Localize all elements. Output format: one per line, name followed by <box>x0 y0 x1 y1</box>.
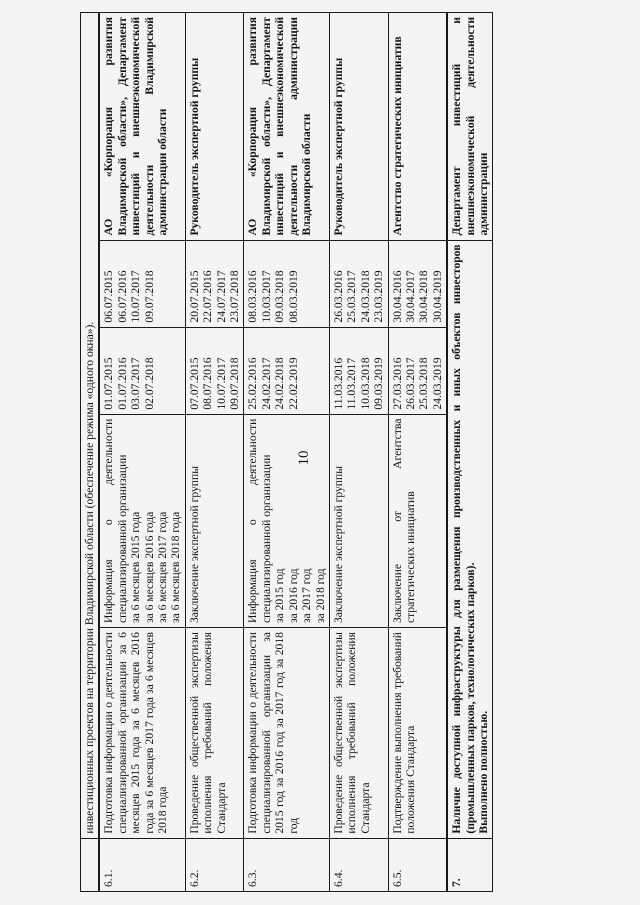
start-date: 07.07.2015 <box>187 357 201 410</box>
end-date: 23.03.2019 <box>372 270 386 323</box>
result-line: Заключение экспертной группы <box>187 465 201 624</box>
end-date: 23.07.2018 <box>228 270 242 323</box>
table-row <box>99 13 185 892</box>
end-date: 24.07.2017 <box>214 270 228 323</box>
end-date: 25.03.2017 <box>345 270 359 323</box>
responsible-cell: АО «Корпорация развития Владимирской области», Департамент инвестиций и внешнеэкономической деятельности Владимирской администрации области <box>99 13 185 241</box>
start-dates-cell <box>388 327 447 414</box>
start-date: 03.07.2017 <box>129 357 143 410</box>
table-row <box>185 13 244 892</box>
start-date: 11.03.2017 <box>345 357 359 410</box>
end-date: 09.07.2018 <box>142 270 156 323</box>
start-date: 09.03.2019 <box>372 357 386 410</box>
item7-status: Выполнено полностью. <box>476 710 490 834</box>
end-date: 30.04.2019 <box>430 270 444 323</box>
end-date: 20.07.2015 <box>187 270 201 323</box>
result-line: за 2016 год <box>286 568 300 624</box>
result-line: Информация о деятельности специализированной организации <box>246 418 273 624</box>
document-table-rotated <box>80 12 586 892</box>
end-date: 10.03.2017 <box>259 270 273 323</box>
result-line: Информация о деятельности специализированной организации <box>102 418 129 624</box>
start-date: 09.07.2018 <box>228 357 242 410</box>
activity-cell: Подготовка информации о деятельности специализированной организации за 6 месяцев 2015 года за 6 месяцев 2016 года за 6 месяцев 2017 года за 6 месяцев 2018 года <box>99 628 185 839</box>
table-row <box>244 13 329 892</box>
section-header: инвестиционных проектов на территории Владимирской области (обеспечение режима «одного окна»). <box>81 13 100 839</box>
responsible-cell: Руководитель экспертной группы <box>329 13 388 241</box>
start-date: 25.03.2018 <box>417 357 431 410</box>
end-date: 06.07.2016 <box>115 270 129 323</box>
result-cell <box>329 414 388 627</box>
row-number: 6.3. <box>244 838 329 891</box>
row-number: 7. <box>447 838 493 891</box>
start-date: 01.07.2016 <box>115 357 129 410</box>
row-number: 6.4. <box>329 838 388 891</box>
end-date: 24.03.2018 <box>358 270 372 323</box>
table-row-item-7 <box>447 13 493 892</box>
item7-responsible-cell: Департамент инвестиций и внешнеэкономической деятельности администрации <box>447 13 493 241</box>
item7-text: Наличие доступной инфраструктуры для размещения производственных и иных объектов инвесторов (промышленных парков, технологических парков). <box>450 244 477 834</box>
responsible-cell: АО «Корпорация развития Владимирской области», Департамент инвестиций и внешнеэкономической деятельности администрации Владимирской области <box>244 13 329 241</box>
result-cell <box>185 414 244 627</box>
end-date: 30.04.2017 <box>403 270 417 323</box>
section-header-row <box>81 13 100 892</box>
page-number: 10 <box>296 450 312 466</box>
end-date: 30.04.2018 <box>417 270 431 323</box>
result-line: за 6 месяцев 2015 года <box>129 511 143 624</box>
result-line: за 6 месяцев 2017 года <box>156 511 170 624</box>
result-line: Заключение экспертной группы <box>331 465 345 624</box>
start-dates-cell <box>99 327 185 414</box>
end-dates-cell <box>388 240 447 327</box>
end-date: 22.07.2016 <box>201 270 215 323</box>
row-number: 6.1. <box>99 838 185 891</box>
end-date: 06.07.2015 <box>102 270 116 323</box>
start-date: 01.07.2015 <box>102 357 116 410</box>
end-date: 10.07.2017 <box>129 270 143 323</box>
start-date: 24.02.2017 <box>259 357 273 410</box>
activity-cell: Проведение общественной экспертизы исполнения требований положения Стандарта <box>185 628 244 839</box>
responsible-cell: Агентство стратегических инициатив <box>388 13 447 241</box>
start-date: 22.02.2019 <box>286 357 300 410</box>
result-line: за 2018 год <box>313 568 327 624</box>
result-line: за 6 месяцев 2018 года <box>169 511 183 624</box>
end-date: 08.03.2019 <box>286 270 300 323</box>
activity-cell: Подтверждение выполнения требований положения Стандарта <box>388 628 447 839</box>
end-dates-cell <box>185 240 244 327</box>
row-number: 6.5. <box>388 838 447 891</box>
start-date: 08.07.2016 <box>201 357 215 410</box>
end-dates-cell <box>329 240 388 327</box>
start-dates-cell <box>185 327 244 414</box>
end-date: 30.04.2016 <box>390 270 404 323</box>
row-number: 6.2. <box>185 838 244 891</box>
start-date: 10.03.2018 <box>358 357 372 410</box>
plan-table <box>80 12 493 892</box>
end-dates-cell <box>244 240 329 327</box>
start-date: 27.03.2016 <box>390 357 404 410</box>
section-header-spacer <box>81 838 100 891</box>
end-date: 08.03.2016 <box>246 270 260 323</box>
result-cell <box>388 414 447 627</box>
start-date: 26.03.2017 <box>403 357 417 410</box>
start-date: 24.02.2018 <box>273 357 287 410</box>
end-date: 26.03.2016 <box>331 270 345 323</box>
start-date: 02.07.2018 <box>142 357 156 410</box>
start-date: 10.07.2017 <box>214 357 228 410</box>
result-line: за 2015 год <box>273 568 287 624</box>
result-cell <box>244 414 329 627</box>
result-cell <box>99 414 185 627</box>
item7-text-cell <box>447 240 493 838</box>
start-date: 24.03.2019 <box>430 357 444 410</box>
start-dates-cell <box>329 327 388 414</box>
responsible-cell: Руководитель экспертной группы <box>185 13 244 241</box>
table-row <box>388 13 447 892</box>
table-row <box>329 13 388 892</box>
activity-cell: Подготовка информации о деятельности специализированной организации за 2015 год за 2016 год за 2017 год за 2018 год <box>244 628 329 839</box>
result-line: за 6 месяцев 2016 года <box>142 511 156 624</box>
end-date: 09.03.2018 <box>273 270 287 323</box>
result-line: за 2017 год <box>300 568 314 624</box>
start-date: 25.02.2016 <box>246 357 260 410</box>
start-date: 11.03.2016 <box>331 357 345 410</box>
start-dates-cell <box>244 327 329 414</box>
result-line: Заключение от Агентства стратегических инициатив <box>390 418 417 624</box>
end-dates-cell <box>99 240 185 327</box>
activity-cell: Проведение общественной экспертизы исполнения требований положения Стандарта <box>329 628 388 839</box>
